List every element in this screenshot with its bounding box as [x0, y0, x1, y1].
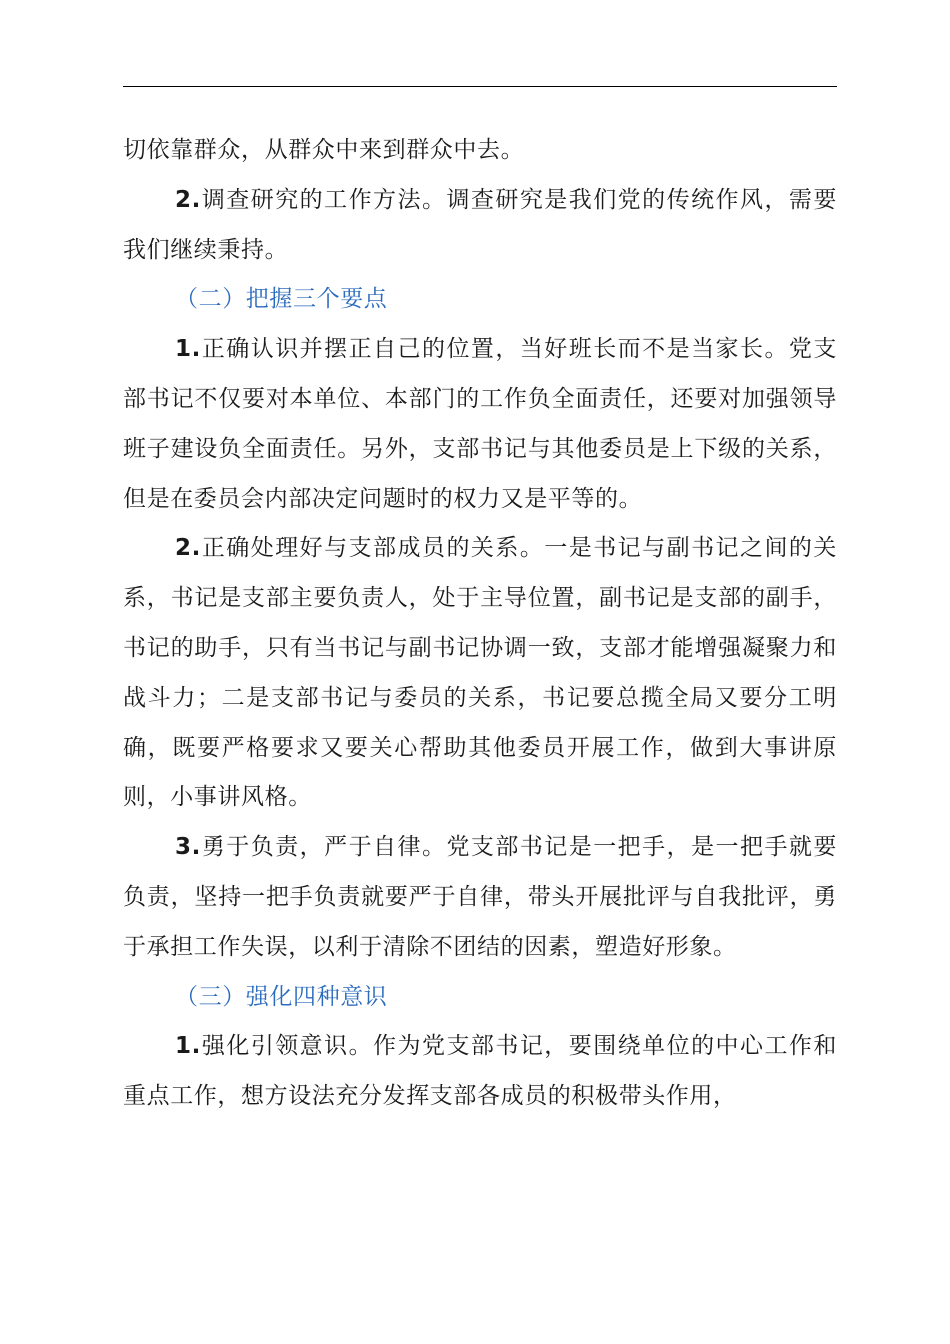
item-number: 2. — [175, 535, 201, 562]
paragraph-text: 调查研究的工作方法。调查研究是我们党的传统作风，需要我们继续秉持。 — [123, 186, 837, 263]
paragraph-text: 强化引领意识。作为党支部书记，要围绕单位的中心工作和重点工作，想方设法充分发挥支部各成员的积极带头作用， — [123, 1033, 837, 1110]
document-body — [123, 126, 837, 1122]
item-number: 2. — [175, 186, 201, 213]
paragraph-position — [123, 325, 837, 524]
item-number: 3. — [175, 834, 201, 861]
paragraph-relations — [123, 524, 837, 823]
paragraph-responsibility — [123, 823, 837, 972]
item-number: 1. — [175, 1033, 201, 1060]
item-number: 1. — [175, 336, 201, 363]
heading-text: （二）把握三个要点 — [175, 286, 388, 313]
paragraph-text: 勇于负责，严于自律。党支部书记是一把手，是一把手就要负责，坚持一把手负责就要严于自律，带头开展批评与自我批评，勇于承担工作失误，以利于清除不团结的因素，塑造好形象。 — [123, 834, 837, 960]
section-heading-two — [123, 275, 837, 325]
paragraph-research-method — [123, 176, 837, 276]
paragraph-continuation — [123, 126, 837, 176]
header-rule — [123, 86, 837, 87]
heading-text: （三）强化四种意识 — [175, 983, 388, 1010]
paragraph-leadership — [123, 1022, 837, 1122]
paragraph-text: 正确处理好与支部成员的关系。一是书记与副书记之间的关系，书记是支部主要负责人，处于主导位置，副书记是支部的副手，书记的助手，只有当书记与副书记协调一致，支部才能增强凝聚力和战斗力；二是支部书记与委员的关系，书记要总揽全局又要分工明确，既要严格要求又要关心帮助其他委员开展工作，做到大事讲原则，小事讲风格。 — [123, 535, 837, 811]
paragraph-text: 切依靠群众，从群众中来到群众中去。 — [123, 137, 525, 163]
paragraph-text: 正确认识并摆正自己的位置，当好班长而不是当家长。党支部书记不仅要对本单位、本部门的工作负全面责任，还要对加强领导班子建设负全面责任。另外，支部书记与其他委员是上下级的关系，但是在委员会内部决定问题时的权力又是平等的。 — [123, 336, 837, 512]
section-heading-three — [123, 973, 837, 1023]
